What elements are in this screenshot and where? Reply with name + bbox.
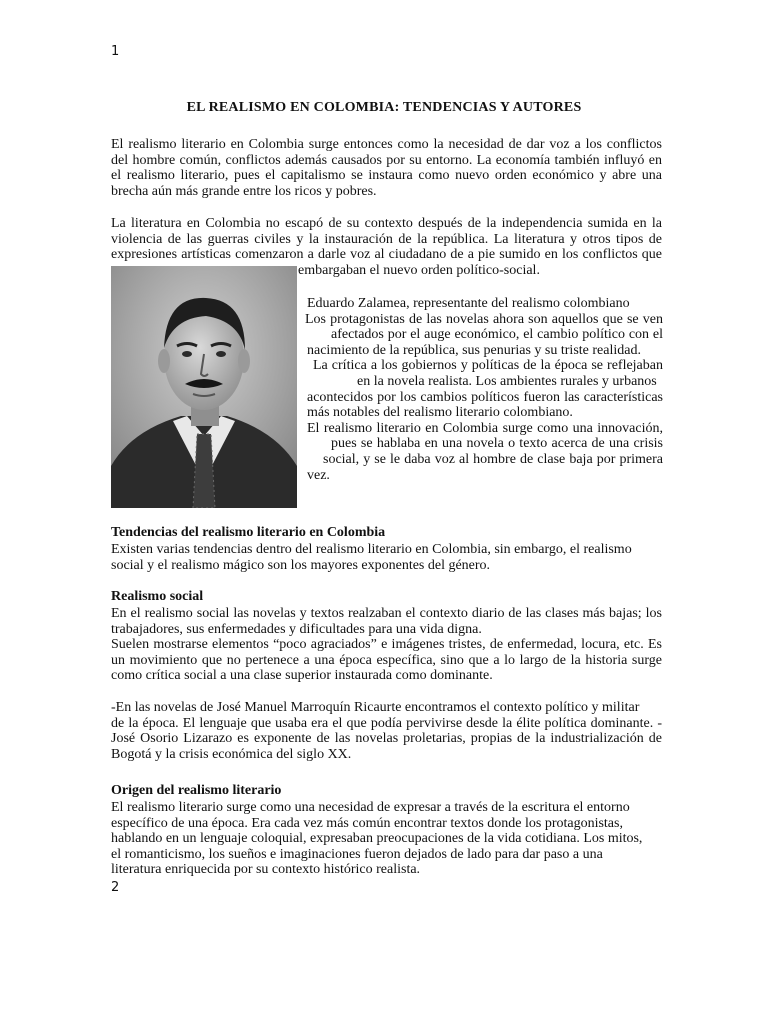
text-line: La literatura en Colombia no escapó de su contexto después de la independencia sumida en la xyxy=(111,216,662,231)
text-line: expresiones artísticas comenzaron a darle voz al ciudadano de a pie sumido en los conflictos que xyxy=(111,247,662,263)
text-line: El realismo literario en Colombia surge como una innovación, xyxy=(307,420,663,436)
text-line: un movimiento que no pertenece a una época específica, sino que a lo largo de la historia surge xyxy=(111,652,662,668)
text-line: del hombre común, conflictos además causados por su entorno. La economía también influyó en xyxy=(111,152,662,168)
text-line: afectados por el auge económico, el cambio político con el xyxy=(331,327,663,343)
text-line: En el realismo social las novelas y textos realzaban el contexto diario de las clases más bajas; los xyxy=(111,606,662,621)
photo-caption: Eduardo Zalamea, representante del realismo colombiano xyxy=(307,296,630,311)
text-line: La crítica a los gobiernos y políticas de la época se reflejaban xyxy=(313,358,663,374)
text-line: Bogotá y la crisis económica del siglo XX. xyxy=(111,746,352,762)
text-line: el romanticismo, los sueños e imaginaciones fueron dejados de lado para dar paso a una xyxy=(111,846,603,862)
text-line: José Osorio Lizarazo es exponente de las novelas proletarias, propias de la industrialización de xyxy=(111,731,662,747)
text-line: El realismo literario en Colombia surge entonces como la necesidad de dar voz a los conflictos xyxy=(111,137,662,152)
page-title: EL REALISMO EN COLOMBIA: TENDENCIAS Y AUTORES xyxy=(186,100,582,115)
text-line: como crítica social a una clase superior instaurada como dominante. xyxy=(111,668,493,684)
text-line: brecha aún más grande entre los ricos y pobres. xyxy=(111,183,377,199)
section-heading-origen: Origen del realismo literario xyxy=(111,783,282,798)
text-line: vez. xyxy=(307,467,330,483)
text-line: embargaban el nuevo orden político-social. xyxy=(298,262,540,278)
origen-paragraph xyxy=(111,800,662,878)
text-line: social y el realismo mágico son los mayores exponentes del género. xyxy=(111,557,491,573)
text-line: Existen varias tendencias dentro del realismo literario en Colombia, sin embargo, el realismo xyxy=(111,542,632,557)
text-line: específico de una época. Era cada vez más común encontrar textos donde los protagonistas, xyxy=(111,815,623,831)
text-line: Suelen mostrarse elementos “poco agraciados” e imágenes tristes, de enfermedad, locura, etc. Es xyxy=(111,637,662,653)
text-line: de la época. El lenguaje que usaba era el que podía pervivirse desde la élite política dominante. - xyxy=(111,715,662,731)
text-line: literatura enriquecida por su contexto histórico realista. xyxy=(111,862,421,878)
text-line: más notables del realismo literario colombiano. xyxy=(307,405,573,421)
photo-side-text xyxy=(305,296,663,483)
realismo-social-paragraph-1 xyxy=(111,606,662,684)
text-line: nacimiento de la república, sus penurias y su triste realidad. xyxy=(307,342,641,358)
text-line: -En las novelas de José Manuel Marroquín Ricaurte encontramos el contexto político y militar xyxy=(111,700,640,715)
text-line: el realismo literario, pues el capitalismo se instaura como nuevo orden económico y abre una xyxy=(111,168,662,184)
text-line: acontecidos por los cambios políticos fueron las características xyxy=(307,389,663,405)
section-heading-realismo-social: Realismo social xyxy=(111,589,204,604)
intro-paragraph-1 xyxy=(111,137,662,199)
page-number: 2 xyxy=(111,880,120,895)
text-line: violencia de las guerras civiles y la instauración de la república. La literatura y otros tipos de xyxy=(111,231,662,247)
text-line: social, y se le daba voz al hombre de clase baja por primera xyxy=(323,451,663,467)
author-portrait xyxy=(111,266,297,508)
text-line: trabajadores, sus enfermedades y dificultades para una vida digna. xyxy=(111,621,482,637)
text-line: en la novela realista. Los ambientes rurales y urbanos xyxy=(357,373,657,389)
text-line: El realismo literario surge como una necesidad de expresar a través de la escritura el entorno xyxy=(111,800,630,815)
text-line: pues se hablaba en una novela o texto acerca de una crisis xyxy=(331,436,663,452)
page-number: 1 xyxy=(111,44,120,59)
text-line: Los protagonistas de las novelas ahora son aquellos que se ven xyxy=(305,311,663,327)
tendencias-paragraph xyxy=(111,542,662,573)
realismo-social-paragraph-2 xyxy=(111,700,662,762)
section-heading-tendencias: Tendencias del realismo literario en Colombia xyxy=(111,525,386,540)
text-line: hablando en un lenguaje coloquial, expresaban preocupaciones de la vida cotidiana. Los mitos, xyxy=(111,831,643,847)
